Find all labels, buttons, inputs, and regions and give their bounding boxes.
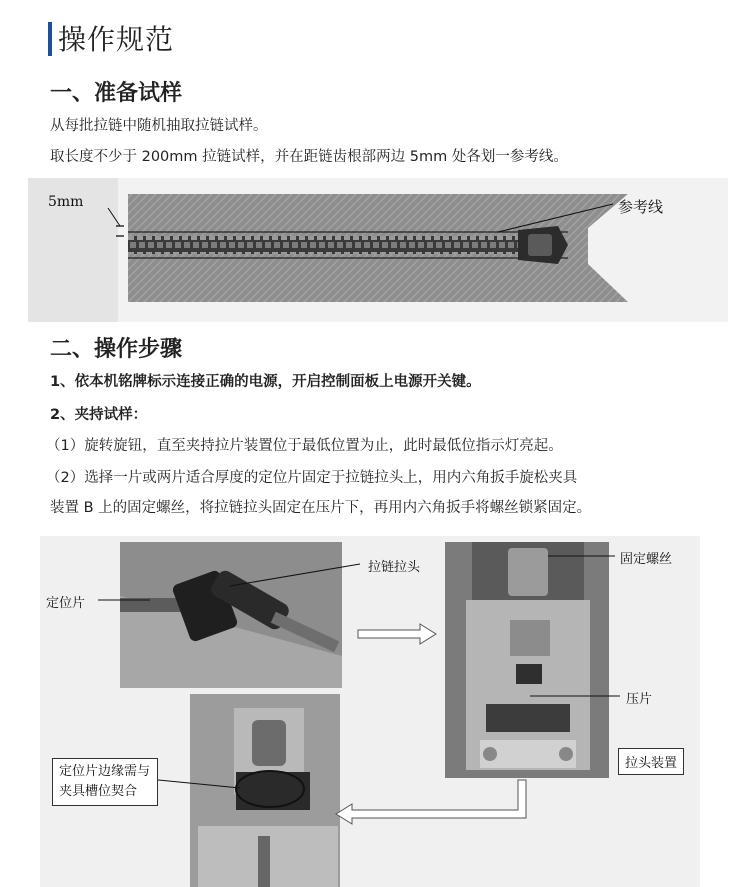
section1-line-2: 取长度不少于 200mm 拉链试样，并在距链齿根部两边 5mm 处各划一参考线。: [50, 149, 568, 165]
label-locator-plate: 定位片: [46, 596, 86, 611]
step-2-sub-2-line-2: 装置 B 上的固定螺丝，将拉链拉头固定在压片下，再用内六角扳手将螺丝锁紧固定。: [50, 500, 592, 516]
clamping-procedure-figure: [0, 536, 750, 887]
title-accent-bar: [48, 22, 52, 56]
note-locator-fit: [52, 758, 158, 806]
label-press-plate: 压片: [626, 692, 653, 707]
step-1: 1、依本机铭牌标示连接正确的电源，开启控制面板上电源开关键。: [50, 374, 481, 390]
step-2: 2、夹持试样：: [50, 407, 148, 423]
note-line-2: 夹具槽位契合: [59, 784, 138, 799]
step-2-sub-2-line-1: （2）选择一片或两片适合厚度的定位片固定于拉链拉头上，用内六角扳手旋松夹具: [46, 470, 578, 486]
label-slider-device: 拉头装置: [618, 748, 684, 775]
clamping-procedure-illustration: [0, 536, 750, 887]
note-line-1: 定位片边缘需与: [59, 764, 151, 779]
step-2-sub-1: （1）旋转旋钮，直至夹持拉片装置位于最低位置为止，此时最低位指示灯亮起。: [46, 438, 563, 454]
label-5mm: 5mm: [48, 194, 84, 210]
section1-line-1: 从每批拉链中随机抽取拉链试样。: [50, 118, 268, 134]
label-zipper-slider: 拉链拉头: [368, 560, 421, 575]
label-fixing-screw: 固定螺丝: [620, 552, 673, 567]
zipper-sample-figure: [28, 178, 728, 322]
section2-heading: 二、操作步骤: [50, 337, 183, 362]
section1-heading: 一、准备试样: [50, 81, 183, 106]
label-reference-line: 参考线: [618, 198, 664, 216]
page-title: 操作规范: [58, 23, 175, 56]
